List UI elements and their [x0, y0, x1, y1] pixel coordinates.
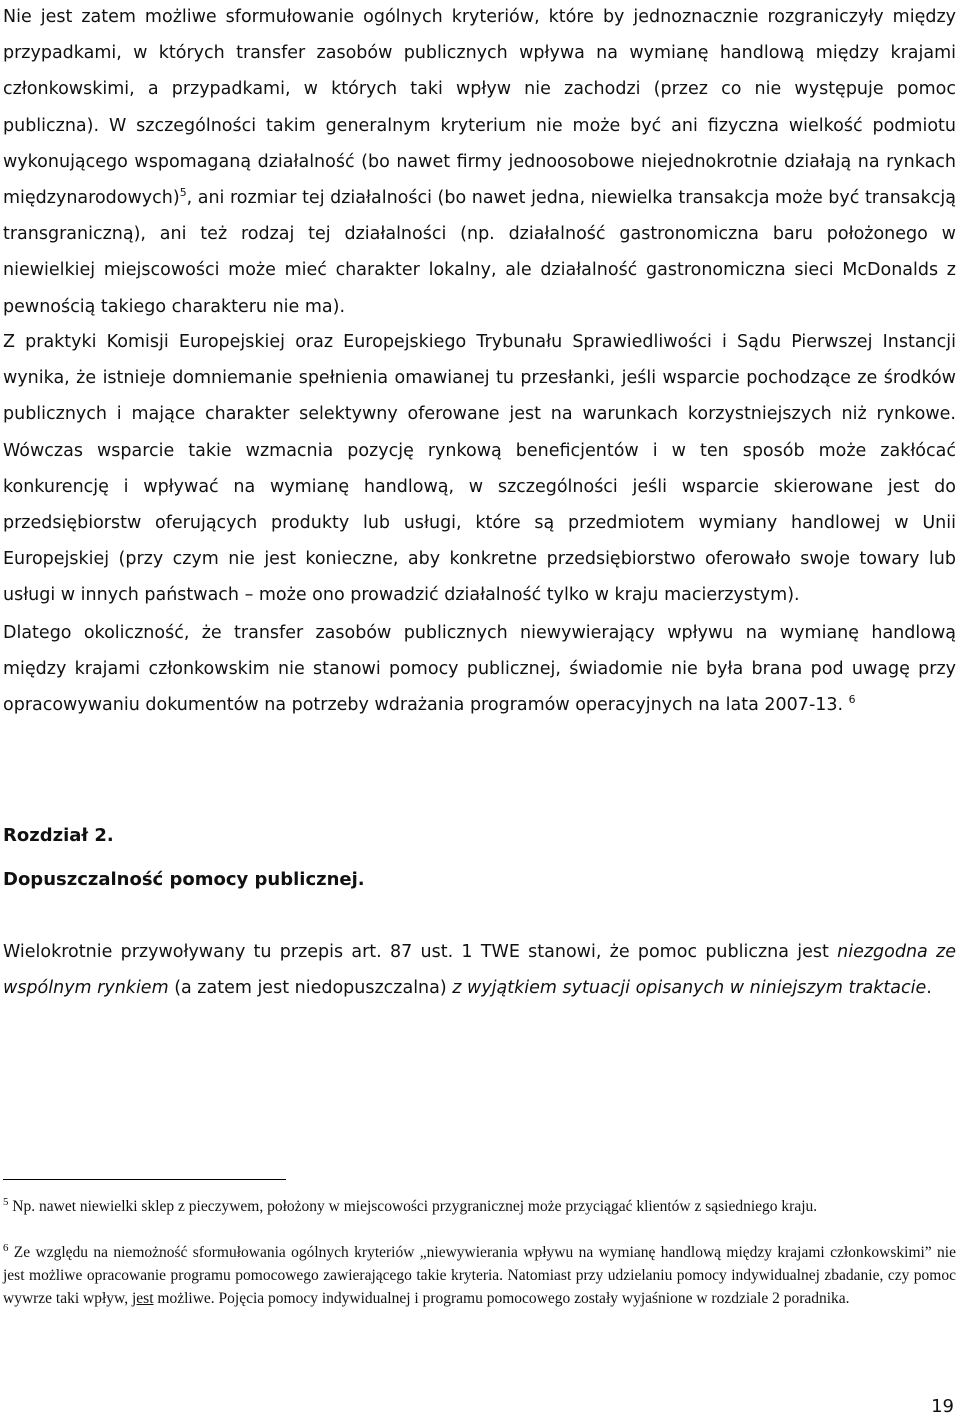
paragraph-art-87-italic-a: niezgodna ze wspólnym rynkiem [3, 942, 956, 999]
paragraph-art-87-italic-b: z wyjątkiem sytuacji opisanych w niniejszym traktacie [452, 978, 927, 999]
footnote-5-text: Np. nawet niewielki sklep z pieczywem, położony w miejscowości przygranicznej może przyciągać klientów z sąsiedniego kraju. [8, 1198, 818, 1215]
footnote-6-number: 6 [3, 1241, 9, 1254]
paragraph-conclusion-text: Dlatego okoliczność, że transfer zasobów publicznych niewywierający wpływu na wymianę handlową między krajami członkowskim nie stanowi pomocy publicznej, świadomie nie była brana pod uwagę przy opracowywaniu dokumentów na potrzeby wdrażania programów operacyjnych na lata 2007-13. [3, 623, 956, 716]
paragraph-art-87-text-a: Wielokrotnie przywoływany tu przepis art. 87 ust. 1 TWE stanowi, że pomoc publiczna jest [3, 942, 838, 962]
paragraph-art-87-text-c: . [926, 978, 932, 999]
paragraph-criteria [3, 0, 956, 325]
footnote-5-number: 5 [3, 1195, 9, 1208]
paragraph-art-87-text-b: (a zatem jest niedopuszczalna) [168, 978, 453, 999]
footnote-6 [3, 1241, 956, 1310]
footnote-6-text-a: Ze względu na niemożność sformułowania ogólnych kryteriów „niewywierania wpływu na wymianę handlową między krajami członkowskimi” nie jest możliwe opracowanie programu pomocowego zawierającego takie kryteria. Natomiast przy udzielaniu pomocy indywidualnej zbadanie, czy pomoc wywrze taki wpływ, [3, 1244, 956, 1307]
footnote-ref-5: 5 [179, 186, 187, 200]
paragraph-conclusion [3, 615, 956, 724]
footnote-ref-6: 6 [848, 693, 856, 707]
footnote-5 [3, 1195, 956, 1218]
footnote-separator [3, 1179, 286, 1180]
paragraph-criteria-text-b: , ani rozmiar tej działalności (bo nawet jedna, niewielka transakcja może być transakcją transgraniczną), ani też rodzaj tej działalności (np. działalność gastronomiczna baru położonego w niewielkiej miejscowości może mieć charakter lokalny, ale działalność gastronomiczna sieci McDonalds z pewnością takiego charakteru nie ma). [3, 188, 956, 317]
page-number: 19 [931, 1396, 954, 1417]
chapter-label: Rozdział 2. [3, 825, 114, 846]
footnote-6-underlined: jest [132, 1290, 154, 1307]
paragraph-art-87 [3, 934, 956, 1006]
paragraph-criteria-text-a: Nie jest zatem możliwe sformułowanie ogólnych kryteriów, które by jednoznacznie rozgraniczyły między przypadkami, w których transfer zasobów publicznych wpływa na wymianę handlową między krajami członkowskimi, a przypadkami, w których taki wpływ nie zachodzi (przez co nie występuje pomoc publiczna). W szczególności takim generalnym kryterium nie może być ani fizyczna wielkość podmiotu wykonującego wspomaganą działalność (bo nawet firmy jednoosobowe niejednokrotnie działają na rynkach międzynarodowych) [3, 7, 956, 209]
paragraph-commission-practice: Z praktyki Komisji Europejskiej oraz Europejskiego Trybunału Sprawiedliwości i Sądu Pierwszej Instancji wynika, że istnieje domniemanie spełnienia omawianej tu przesłanki, jeśli wsparcie pochodzące ze środków publicznych i mające charakter selektywny oferowane jest na warunkach korzystniejszych niż rynkowe. Wówczas wsparcie takie wzmacnia pozycję rynkową beneficjentów i w ten sposób może zakłócać konkurencję i wpływać na wymianę handlową, w szczególności jeśli wsparcie skierowane jest do przedsiębiorstw oferujących produkty lub usługi, które są przedmiotem wymiany handlowej w Unii Europejskiej (przy czym nie jest konieczne, aby konkretne przedsiębiorstwo oferowało swoje towary lub usługi w innych państwach – może ono prowadzić działalność tylko w kraju macierzystym). [3, 332, 956, 606]
footnote-6-text-b: możliwe. Pojęcia pomocy indywidualnej i programu pomocowego zostały wyjaśnione w rozdziale 2 poradnika. [153, 1290, 850, 1307]
chapter-title: Dopuszczalność pomocy publicznej. [3, 869, 365, 890]
